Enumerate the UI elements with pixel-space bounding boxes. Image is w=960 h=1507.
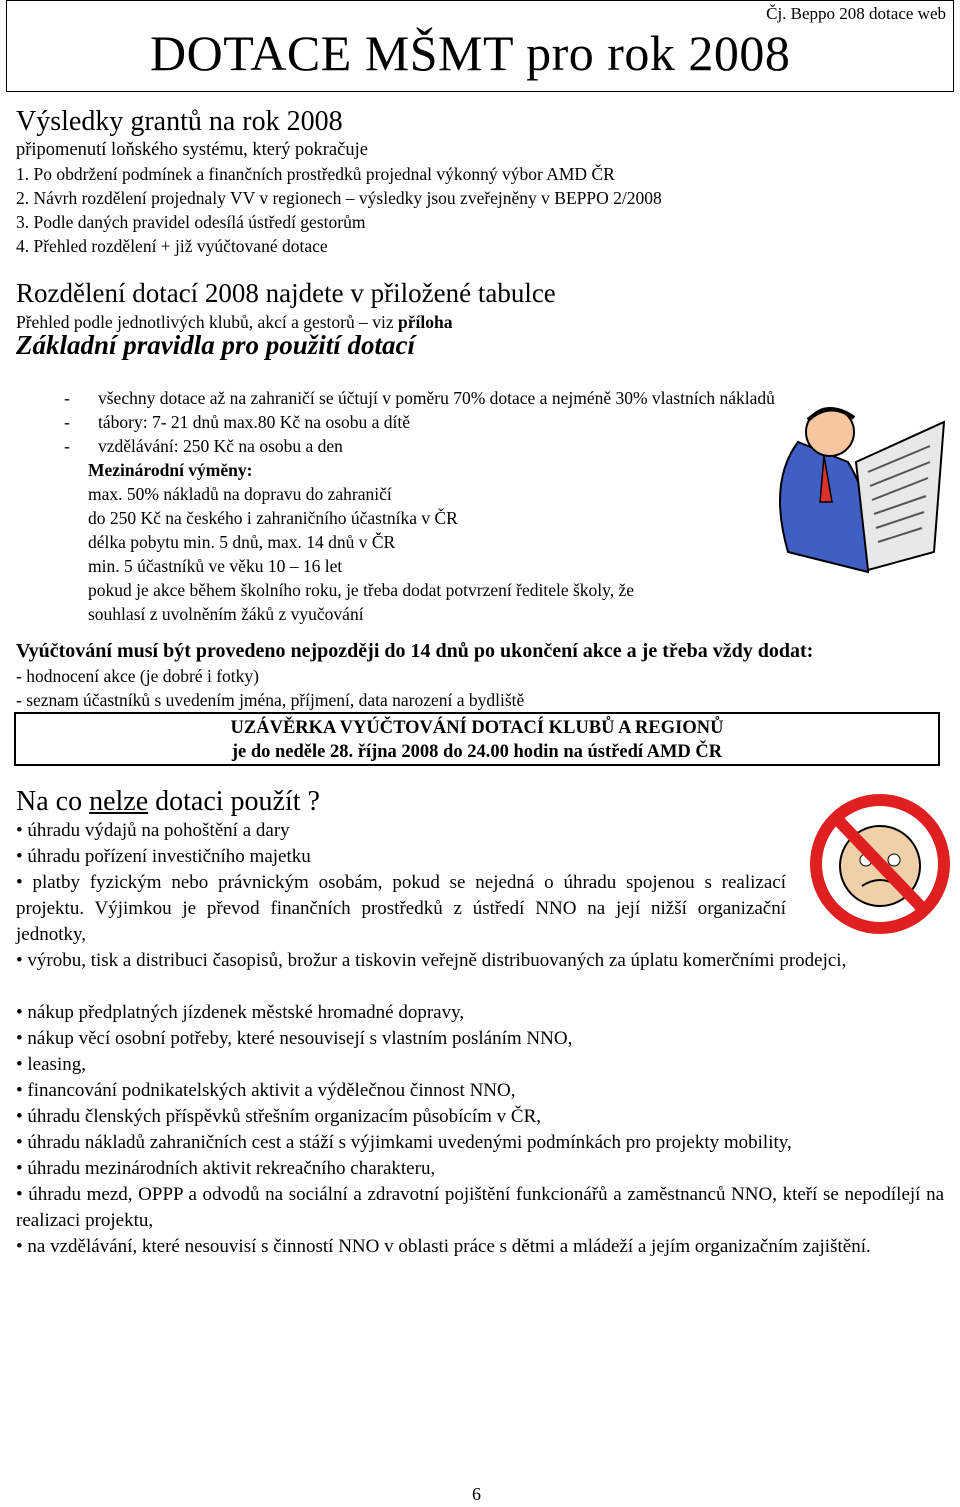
- document-reference: Čj. Beppo 208 dotace web: [766, 4, 946, 23]
- not-allowed-item: • úhradu mezd, OPPP a odvodů na sociální a zdravotní pojištění funkcionářů a zaměstnanců NNO, kteří se nepodílejí na realizaci projektu,: [16, 1184, 944, 1231]
- grants-step: 2. Návrh rozdělení projednaly VV v regionech – výsledky jsou zveřejněny v BEPPO 2/2008: [16, 188, 662, 208]
- not-allowed-heading: Na co nelze dotaci použít ?: [16, 786, 320, 817]
- prohibited-sign-illustration: [800, 790, 956, 936]
- not-allowed-item: • leasing,: [16, 1054, 86, 1075]
- not-allowed-item: • úhradu pořízení investičního majetku: [16, 846, 311, 867]
- intl-heading: Mezinárodní výměny:: [88, 460, 253, 480]
- grants-step: 4. Přehled rozdělení + již vyúčtované dotace: [16, 236, 328, 256]
- rules-heading: Základní pravidla pro použití dotací: [16, 330, 416, 360]
- not-allowed-item: • nákup věcí osobní potřeby, které nesouvisejí s vlastním posláním NNO,: [16, 1028, 573, 1049]
- intl-line: do 250 Kč na českého i zahraničního účastníka v ČR: [88, 508, 458, 528]
- deadline-date: je do neděle 28. října 2008 do 24.00 hodin na ústředí AMD ČR: [231, 742, 723, 762]
- not-allowed-item: • úhradu nákladů zahraničních cest a stáží s výjimkami uvedenými podmínkách pro projekty mobility,: [16, 1132, 792, 1153]
- attachment-link[interactable]: příloha: [398, 312, 453, 332]
- not-allowed-item: • nákup předplatných jízdenek městské hromadné dopravy,: [16, 1002, 465, 1023]
- deadline-box: [14, 712, 940, 766]
- not-allowed-item: • úhradu mezinárodních aktivit rekreačního charakteru,: [16, 1158, 436, 1179]
- rule-item: všechny dotace až na zahraničí se účtují v poměru 70% dotace a nejméně 30% vlastních nákladů: [98, 388, 775, 408]
- intl-line: min. 5 účastníků ve věku 10 – 16 let: [88, 556, 343, 576]
- grants-step: 1. Po obdržení podmínek a finančních prostředků projednal výkonný výbor AMD ČR: [16, 164, 615, 184]
- not-allowed-item: • výrobu, tisk a distribuci časopisů, brožur a tiskovin veřejně distribuovaných za úplatu komerčními prodejci,: [16, 950, 847, 971]
- intl-line: pokud je akce během školního roku, je třeba dodat potvrzení ředitele školy, že: [88, 580, 635, 600]
- rule-item: tábory: 7- 21 dnů max.80 Kč na osobu a dítě: [98, 412, 411, 432]
- not-allowed-item: • platby fyzickým nebo právnickým osobám, pokud se nejedná o úhradu spojenou s realizací projektu. Výjimkou je převod finančních prostředků z ústředí NNO na její nižší organizační jednotky,: [16, 872, 786, 945]
- rule-dash: -: [64, 388, 70, 408]
- accounting-line: - seznam účastníků s uvedením jména, příjmení, data narození a bydliště: [16, 690, 525, 710]
- intl-line: max. 50% nákladů na dopravu do zahraničí: [88, 484, 392, 504]
- rule-dash: -: [64, 436, 70, 456]
- not-allowed-item: • úhradu výdajů na pohoštění a dary: [16, 820, 290, 841]
- not-allowed-item: • úhradu členských příspěvků střešním organizacím působícím v ČR,: [16, 1106, 542, 1127]
- grants-heading: Výsledky grantů na rok 2008: [16, 106, 343, 137]
- distribution-heading: Rozdělení dotací 2008 najdete v přiložené tabulce: [16, 278, 556, 308]
- rule-item: vzdělávání: 250 Kč na osobu a den: [98, 436, 343, 456]
- intl-line: souhlasí z uvolněním žáků z vyučování: [88, 604, 364, 624]
- document-title: DOTACE MŠMT pro rok 2008: [150, 25, 791, 81]
- not-allowed-item: • na vzdělávání, které nesouvisí s činností NNO v oblasti práce s dětmi a mládeží a jejím organizačním zajištění.: [16, 1236, 871, 1257]
- rule-dash: -: [64, 412, 70, 432]
- overview-text: Přehled podle jednotlivých klubů, akcí a gestorů – viz: [16, 312, 398, 332]
- grants-intro: připomenutí loňského systému, který pokračuje: [16, 140, 368, 160]
- accounting-heading: Vyúčtování musí být provedeno nejpozději do 14 dnů po ukončení akce a je třeba vždy dodat:: [16, 640, 814, 662]
- accounting-line: - hodnocení akce (je dobré i fotky): [16, 666, 259, 686]
- not-allowed-item: • financování podnikatelských aktivit a výdělečnou činnost NNO,: [16, 1080, 516, 1101]
- newspaper-reader-illustration: [758, 402, 950, 576]
- deadline-title: UZÁVĚRKA VYÚČTOVÁNÍ DOTACÍ KLUBŮ A REGIONŮ: [230, 718, 724, 738]
- intl-line: délka pobytu min. 5 dnů, max. 14 dnů v ČR: [88, 532, 396, 552]
- page-number: 6: [472, 1484, 481, 1504]
- grants-step: 3. Podle daných pravidel odesílá ústředí gestorům: [16, 212, 366, 232]
